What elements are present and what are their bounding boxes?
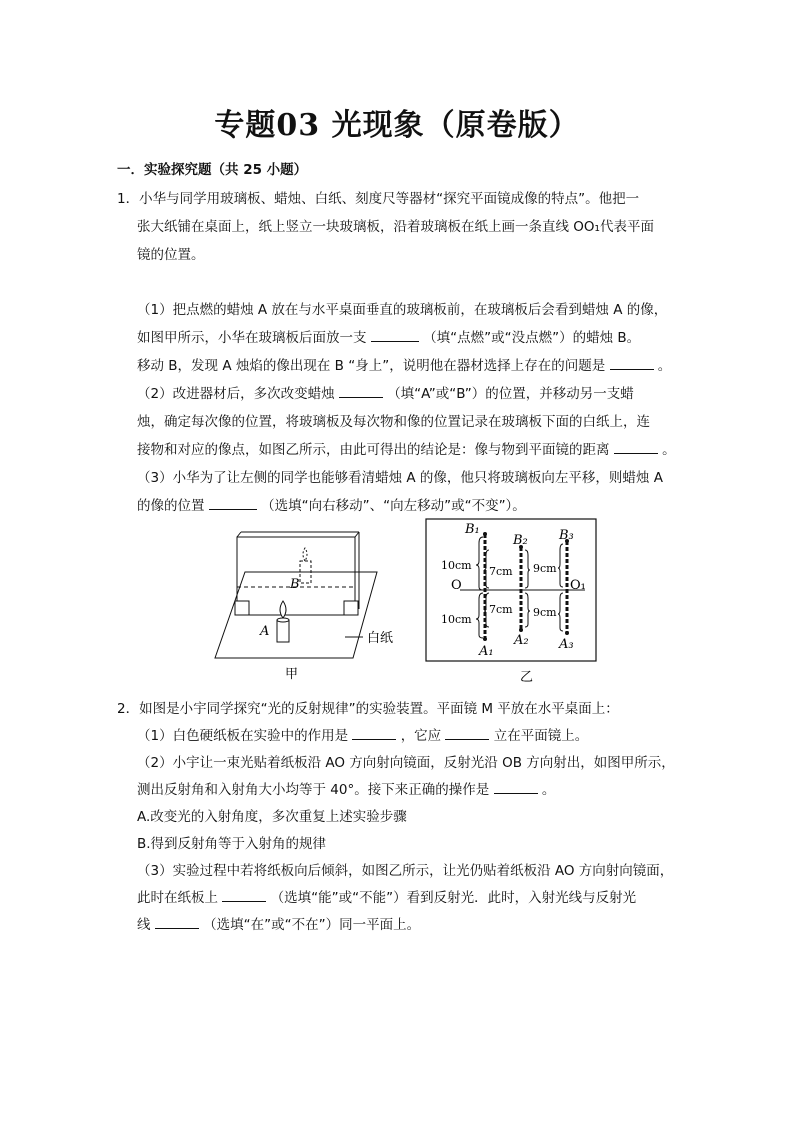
q1-part3-text-before: 的像的位置 [137,498,205,514]
q1-part3-line-a: （3）小华为了让左侧的同学也能够看清蜡烛 A 的像，他只将玻璃板向左平移，则蜡烛 A [137,470,663,486]
q2-option-a: A.改变光的入射角度，多次重复上述实验步骤 [137,809,407,825]
q1-part3-line-b [137,494,526,514]
answer-blank[interactable] [494,781,538,794]
left-support [235,601,249,615]
label-a1: A₁ [479,644,494,659]
q1-part1-text-after: （填“点燃”或“没点燃”）的蜡烛 B。 [423,330,641,346]
q2-part2-text-after: 。 [541,782,556,798]
page-title: 专题03 光现象（原卷版） [214,108,580,143]
q1-line-2: 张大纸铺在桌面上，纸上竖立一块玻璃板，沿着玻璃板在纸上画一条直线 OO₁代表平面 [137,219,654,235]
q1-part3-text-after: （选填“向右移动”、“向左移动”或“不变”）。 [261,498,526,514]
q2-part3-text-after: （选填“能”或“不能”）看到反射光．此时，入射光线与反射光 [270,890,637,906]
q2-part1-text-mid: ，它应 [400,728,442,744]
q2-part1-text-after: 立在平面镜上。 [493,728,589,744]
label-a: A [260,624,270,639]
candle-a [277,620,289,642]
q2-part2-text-before: 测出反射角和入射角大小均等于 40°。接下来正确的操作是 [137,782,490,798]
answer-blank[interactable] [614,441,658,454]
caption-jia: 甲 [285,667,299,682]
q1-part1c-text-after: 。 [657,358,672,374]
glass-plate [237,537,355,615]
q2-part2-line-b [137,778,555,798]
q1-part1-line-a: （1）把点燃的蜡烛 A 放在与水平桌面垂直的玻璃板前，在玻璃板后会看到蜡烛 A 的像， [137,302,668,318]
distance-9cm-bottom: 9cm [533,606,557,619]
answer-blank[interactable] [371,329,419,342]
label-b1: B₁ [465,522,480,537]
answer-blank[interactable] [155,916,199,929]
q1-part2-text-after: （填“A”或“B”）的位置，并移动另一支蜡 [387,386,634,402]
q2-part1-line [137,724,588,744]
q1-line-3: 镜的位置。 [137,247,205,263]
candle-flame [280,601,286,618]
distance-7cm-top: 7cm [489,565,513,578]
q1-part2-line-b: 烛，确定每次像的位置，将玻璃板及每次物和像的位置记录在玻璃板下面的白纸上，连 [137,414,650,430]
label-o1: O₁ [570,578,586,593]
label-b: B [290,577,300,592]
q2-option-b: B.得到反射角等于入射角的规律 [137,836,327,852]
section-heading: 一．实验探究题（共 25 小题） [117,162,308,178]
answer-blank[interactable] [209,497,257,510]
label-o: O [451,578,462,593]
q1-part2c-text-before: 接物和对应的像点，如图乙所示，由此可得出的结论是：像与物到平面镜的距离 [137,442,610,458]
q2-part1-text-before: （1）白色硬纸板在实验中的作用是 [137,728,349,744]
distance-9cm-top: 9cm [533,562,557,575]
figure-yi [425,517,600,687]
q1-part2-line-a [137,382,634,402]
answer-blank[interactable] [610,357,654,370]
q2-part3c-text-before: 线 [137,917,151,933]
q2-line-1: 2．如图是小宇同学探究“光的反射规律”的实验装置。平面镜 M 平放在水平桌面上： [117,701,619,717]
caption-yi: 乙 [520,670,534,685]
right-support [344,601,358,615]
distance-10cm-bottom: 10cm [441,613,472,626]
q1-part2c-text-after: 。 [662,442,676,458]
q1-part1c-text-before: 移动 B，发现 A 烛焰的像出现在 B “身上”，说明他在器材选择上存在的问题是 [137,358,606,374]
answer-blank[interactable] [445,727,489,740]
q2-part2-line-a: （2）小宇让一束光贴着纸板沿 AO 方向射向镜面，反射光沿 OB 方向射出，如图甲所示， [137,755,675,771]
answer-blank[interactable] [339,385,383,398]
q1-line-1: 1．小华与同学用玻璃板、蜡烛、白纸、刻度尺等器材“探究平面镜成像的特点”。他把一 [117,191,640,207]
q2-part3c-text-after: （选填“在”或“不在”）同一平面上。 [203,917,421,933]
q1-part1-text-before: 如图甲所示，小华在玻璃板后面放一支 [137,330,367,346]
distance-10cm-top: 10cm [441,559,472,572]
q1-part1-line-b [137,326,640,346]
q1-part2-line-c [137,438,676,458]
q1-part2-text-before: （2）改进器材后，多次改变蜡烛 [137,386,335,402]
distance-7cm-bottom: 7cm [489,603,513,616]
answer-blank[interactable] [352,727,396,740]
answer-blank[interactable] [222,889,266,902]
label-b3: B₃ [559,528,574,543]
q2-part3-line-b [137,886,636,906]
q1-part1-line-c [137,354,671,374]
label-white-paper: 白纸 [367,631,394,646]
figure-jia [205,525,405,685]
label-b2: B₂ [513,533,528,548]
label-a3: A₃ [559,637,574,652]
q2-part3-line-c [137,913,420,933]
q2-part3-line-a: （3）实验过程中若将纸板向后倾斜，如图乙所示，让光仍贴着纸板沿 AO 方向射向镜面， [137,863,674,879]
q2-part3-text-before: 此时在纸板上 [137,890,218,906]
label-a2: A₂ [514,633,529,648]
